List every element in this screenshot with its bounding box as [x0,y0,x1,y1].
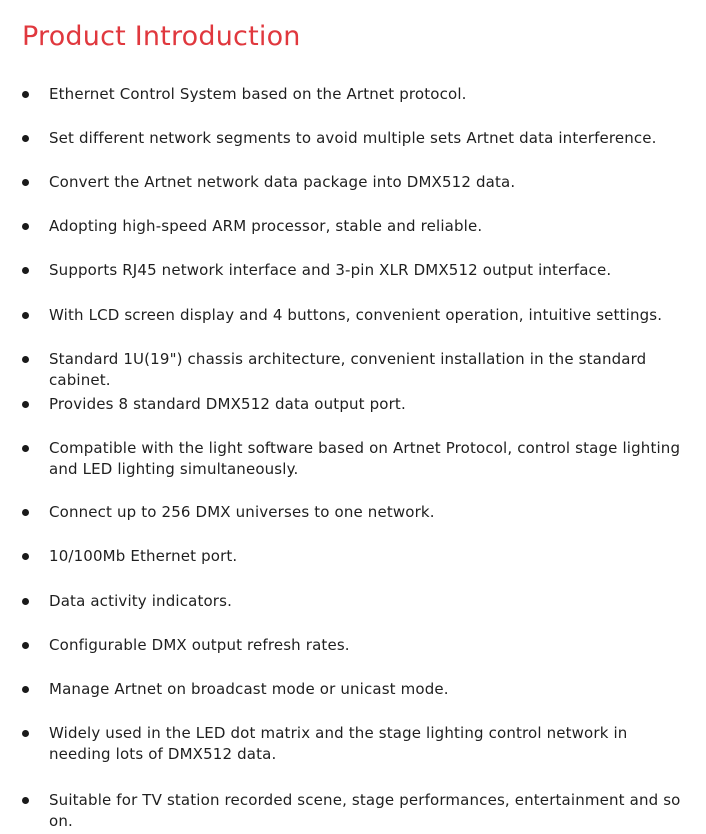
bullet-icon [22,509,29,516]
feature-text: Manage Artnet on broadcast mode or unicast mode. [49,680,449,698]
bullet-icon [22,730,29,737]
bullet-icon [22,312,29,319]
bullet-icon [22,223,29,230]
bullet-icon [22,267,29,274]
feature-text: 10/100Mb Ethernet port. [49,547,238,565]
feature-text: Data activity indicators. [49,592,233,610]
feature-text: Widely used in the LED dot matrix and the stage lighting control network in needing lots of DMX512 data. [49,724,628,763]
bullet-icon [22,598,29,605]
feature-text: Connect up to 256 DMX universes to one network. [49,503,435,521]
feature-text: Standard 1U(19") chassis architecture, convenient installation in the standard cabinet. [49,350,647,389]
feature-text: Convert the Artnet network data package into DMX512 data. [49,173,516,191]
bullet-icon [22,91,29,98]
feature-text: Configurable DMX output refresh rates. [49,636,350,654]
bullet-icon [22,401,29,408]
bullet-icon [22,642,29,649]
feature-text: With LCD screen display and 4 buttons, convenient operation, intuitive settings. [49,306,663,324]
bullet-icon [22,797,29,804]
bullet-icon [22,135,29,142]
feature-text: Provides 8 standard DMX512 data output port. [49,395,406,413]
feature-text: Adopting high-speed ARM processor, stable and reliable. [49,217,483,235]
feature-text: Ethernet Control System based on the Artnet protocol. [49,85,467,103]
feature-text: Supports RJ45 network interface and 3-pin XLR DMX512 output interface. [49,261,612,279]
page-title: Product Introduction [22,21,301,52]
bullet-icon [22,686,29,693]
feature-text: Set different network segments to avoid multiple sets Artnet data interference. [49,129,657,147]
feature-text: Compatible with the light software based on Artnet Protocol, control stage lighting and LED lighting simultaneously. [49,439,681,478]
bullet-icon [22,445,29,452]
bullet-icon [22,179,29,186]
bullet-icon [22,553,29,560]
feature-text: Suitable for TV station recorded scene, stage performances, entertainment and so on. [49,791,681,830]
bullet-icon [22,356,29,363]
